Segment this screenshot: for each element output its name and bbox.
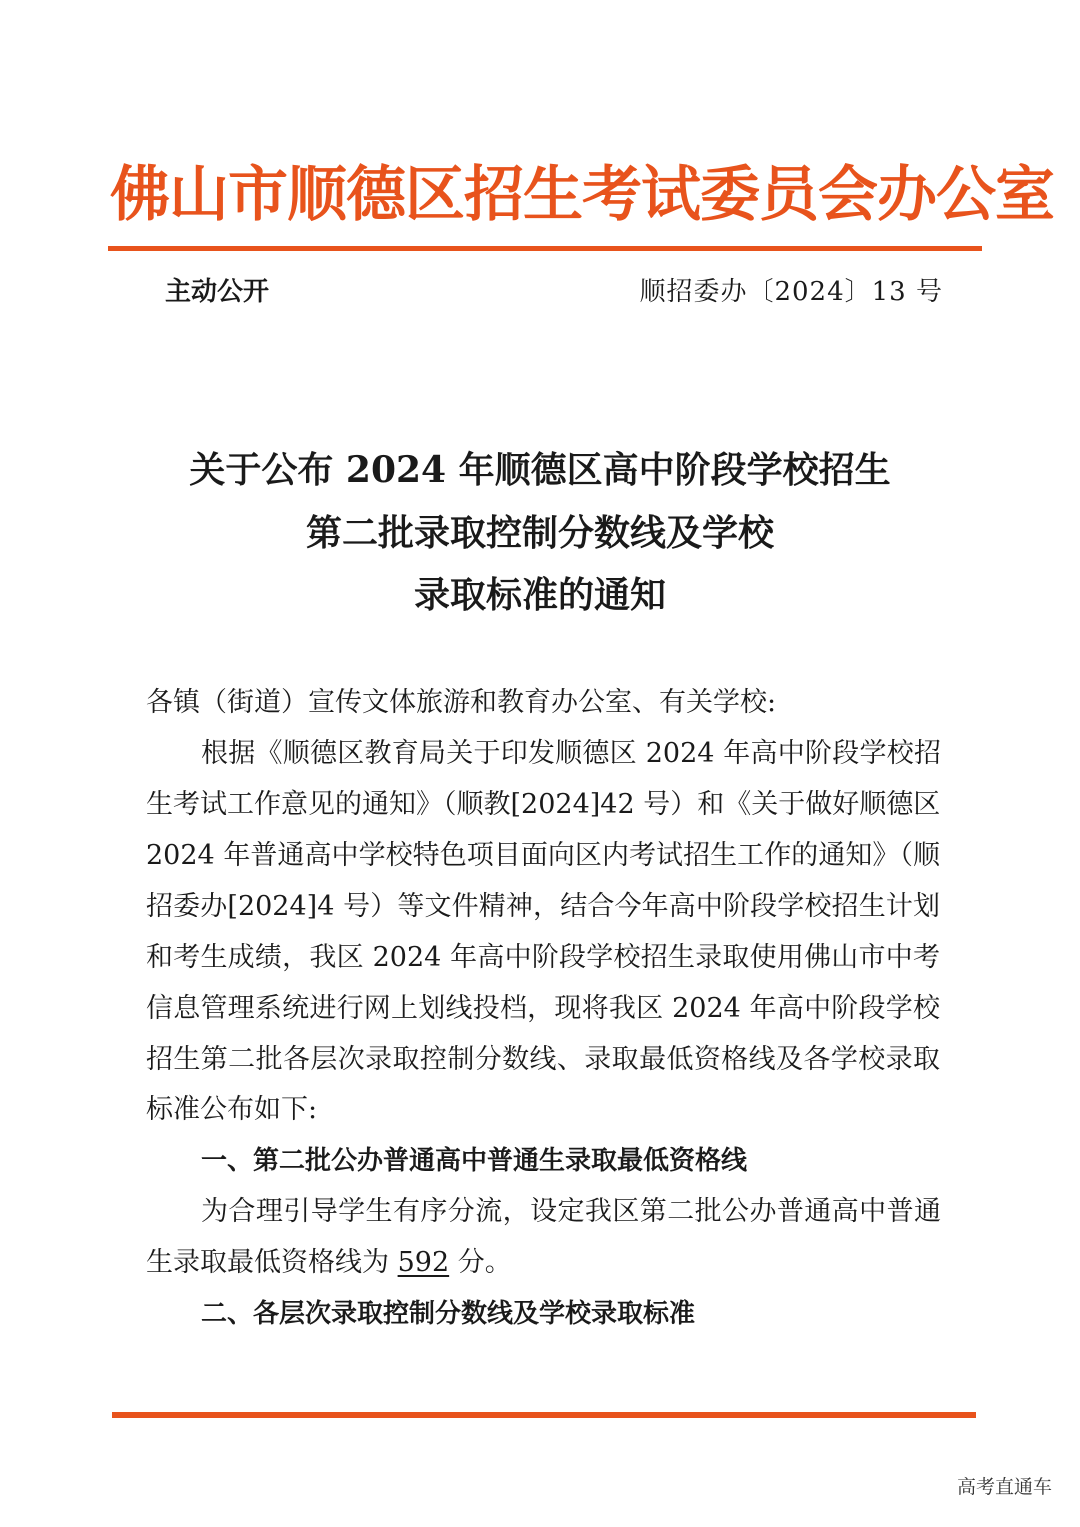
notice-title-line-1: 关于公布 2024 年顺德区高中阶段学校招生	[189, 449, 891, 491]
letterhead-top-rule	[108, 246, 982, 251]
paragraph-line: 招生第二批各层次录取控制分数线、录取最低资格线及各学校录取	[146, 1044, 940, 1075]
paragraph-line: 信息管理系统进行网上划线投档，现将我区 2024 年高中阶段学校	[146, 993, 940, 1024]
score-line-suffix: 分。	[449, 1247, 512, 1278]
paragraph-line: 标准公布如下:	[146, 1094, 318, 1125]
paragraph-line: 2024 年普通高中学校特色项目面向区内考试招生工作的通知》（顺	[146, 840, 940, 871]
paragraph-line: 和考生成绩，我区 2024 年高中阶段学校招生录取使用佛山市中考	[146, 942, 940, 973]
document-number: 顺招委办〔2024〕13 号	[639, 277, 943, 307]
paragraph-line: 招委办[2024]4 号）等文件精神，结合今年高中阶段学校招生计划	[146, 891, 940, 922]
letterhead-bottom-rule	[112, 1412, 976, 1418]
salutation: 各镇（街道）宣传文体旅游和教育办公室、有关学校:	[146, 687, 777, 718]
section-2-heading: 二、各层次录取控制分数线及学校录取标准	[201, 1299, 696, 1329]
section-1-heading: 一、第二批公办普通高中普通生录取最低资格线	[201, 1146, 748, 1176]
score-line-prefix: 生录取最低资格线为	[146, 1247, 398, 1278]
minimum-score: 592	[397, 1247, 450, 1278]
org-letterhead-title: 佛山市顺德区招生考试委员会办公室	[110, 160, 1054, 230]
disclosure-label: 主动公开	[165, 277, 270, 307]
section-1-score-line	[146, 1238, 512, 1288]
notice-title-line-3: 录取标准的通知	[413, 574, 666, 616]
section-1-text: 为合理引导学生有序分流，设定我区第二批公办普通高中普通	[201, 1196, 941, 1227]
notice-title-line-2: 第二批录取控制分数线及学校	[305, 512, 774, 554]
paragraph-line: 根据《顺德区教育局关于印发顺德区 2024 年高中阶段学校招	[201, 738, 941, 769]
paragraph-line: 生考试工作意见的通知》（顺教[2024]42 号）和《关于做好顺德区	[146, 789, 941, 820]
watermark-text: 高考直通车	[956, 1476, 1052, 1498]
